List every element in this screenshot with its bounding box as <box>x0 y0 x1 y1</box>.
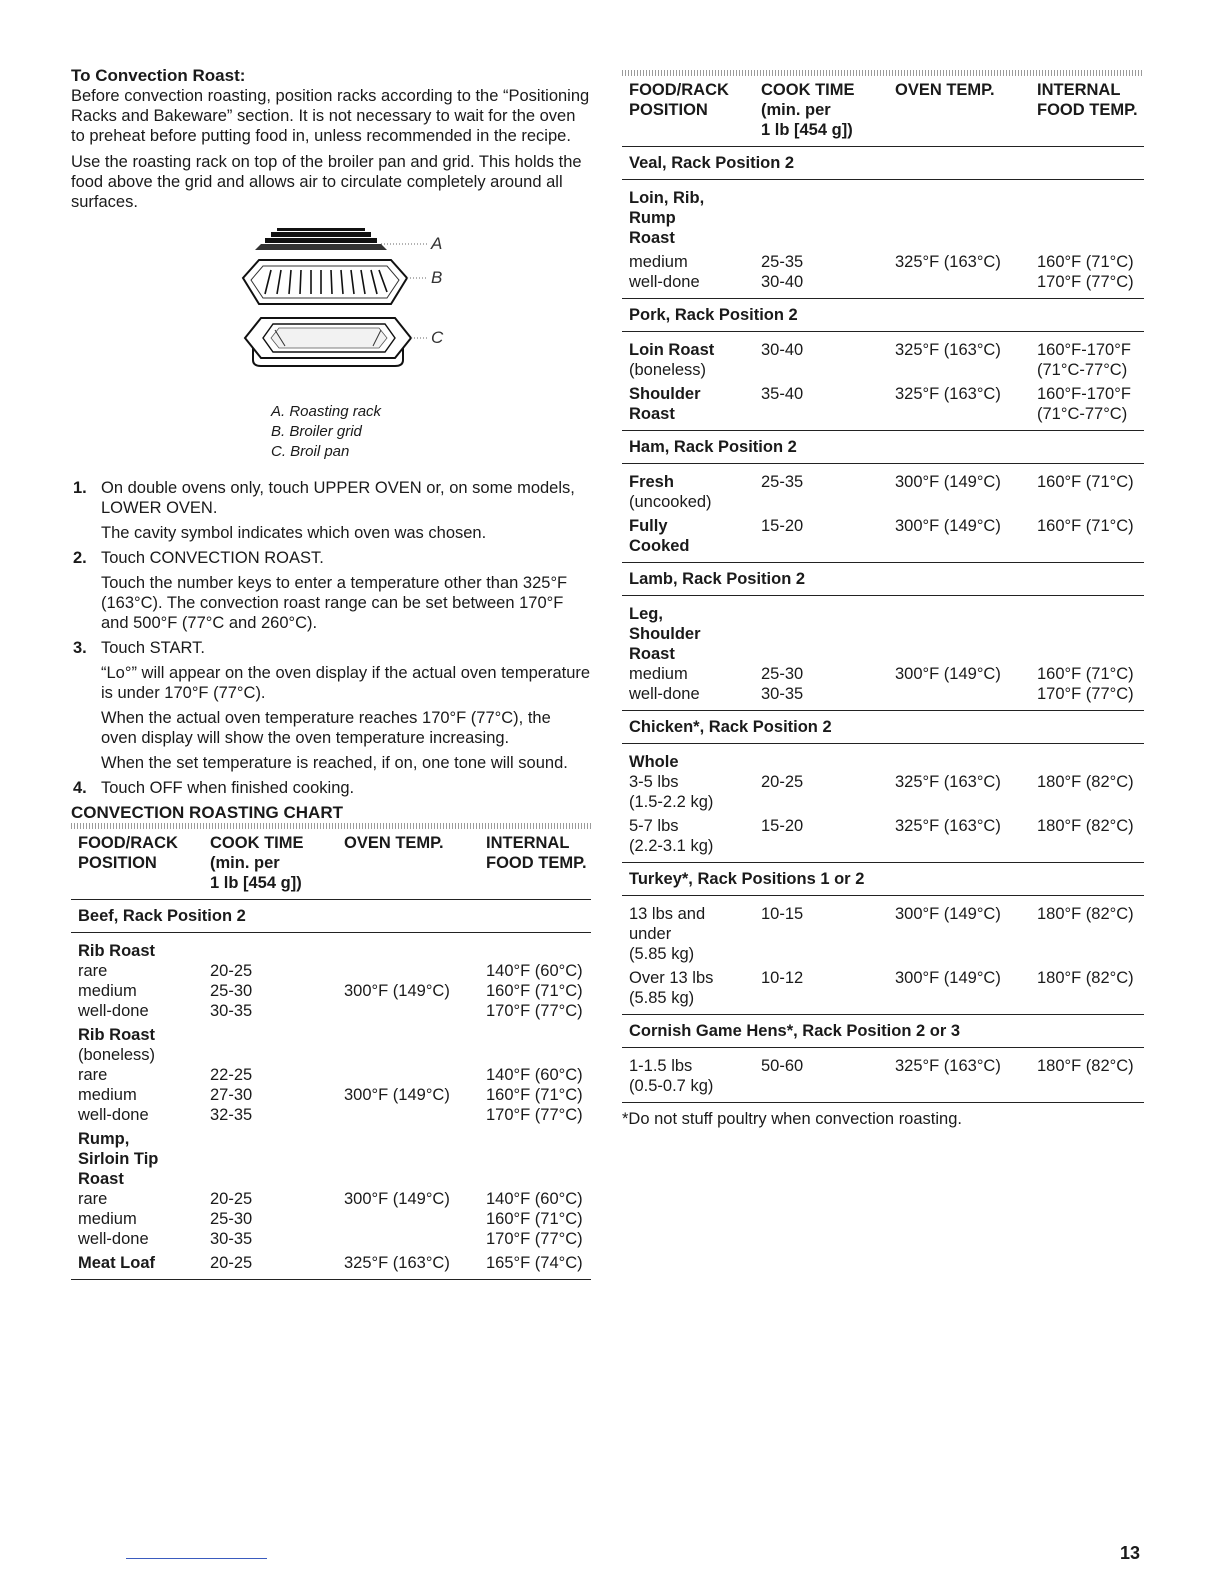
table-row <box>622 332 1144 361</box>
cell-oven <box>888 404 1030 431</box>
table-row <box>622 248 1144 272</box>
cell-time <box>754 644 888 664</box>
broil-pan-drawing <box>245 318 428 366</box>
cell-oven <box>337 1149 479 1169</box>
cell-food: (uncooked) <box>629 493 712 511</box>
cell-internal <box>479 1021 591 1045</box>
broiler-grid-drawing <box>243 260 428 304</box>
cell-food: Rib Roast <box>78 1026 156 1044</box>
cell-internal: 180°F (82°C) <box>1037 905 1134 923</box>
cell-time <box>754 180 888 209</box>
cell-oven: 325°F (163°C) <box>895 1057 1001 1075</box>
cell-internal <box>1030 624 1144 644</box>
cell-oven: 325°F (163°C) <box>895 385 1001 403</box>
section-title: Lamb, Rack Position 2 <box>622 563 1144 596</box>
cell-food: 3-5 lbs <box>629 773 679 791</box>
table-row <box>71 933 591 962</box>
cell-oven: 325°F (163°C) <box>895 253 1001 271</box>
cell-oven <box>888 228 1030 248</box>
callout-b: B <box>431 268 443 287</box>
cell-internal <box>1030 792 1144 812</box>
table-row <box>71 1085 591 1105</box>
cell-oven: 300°F (149°C) <box>895 905 1001 923</box>
cell-food: Whole <box>629 753 679 771</box>
cell-food: Roast <box>622 404 754 431</box>
cell-internal <box>1030 536 1144 563</box>
cell-oven: 325°F (163°C) <box>895 773 1001 791</box>
cell-time: 35-40 <box>761 385 804 403</box>
cell-oven <box>337 1229 479 1249</box>
table-row <box>622 536 1144 563</box>
cell-time <box>754 228 888 248</box>
cell-food: (5.85 kg) <box>622 988 754 1015</box>
header-oven-temp: OVEN TEMP. <box>337 829 479 900</box>
table-row <box>71 1229 591 1249</box>
footer-rule <box>126 1558 267 1559</box>
cell-internal: 170°F (77°C) <box>1030 272 1144 299</box>
cell-internal <box>1030 180 1144 209</box>
table-row <box>622 512 1144 536</box>
step-item <box>71 778 591 798</box>
table-row <box>622 684 1144 711</box>
cell-internal <box>1030 644 1144 664</box>
cell-food: rare <box>78 1066 108 1084</box>
step-note: When the actual oven temperature reaches 170°F (77°C), the oven display will show the oven temperature increasing. <box>101 709 551 747</box>
section-title: Ham, Rack Position 2 <box>622 431 1144 464</box>
cell-internal: 180°F (82°C) <box>1037 773 1134 791</box>
cell-food: well-done <box>622 272 754 299</box>
cell-food: Rib Roast <box>78 942 156 960</box>
chart-section-row <box>622 863 1144 896</box>
cell-time <box>754 836 888 863</box>
cell-time <box>754 744 888 773</box>
section-title: Veal, Rack Position 2 <box>622 147 1144 180</box>
cell-time: 25-35 <box>761 473 804 491</box>
step-item <box>71 478 591 543</box>
table-row <box>622 228 1144 248</box>
table-row <box>622 988 1144 1015</box>
table-row <box>622 924 1144 944</box>
cell-food: (2.2-3.1 kg) <box>622 836 754 863</box>
cell-internal: (71°C-77°C) <box>1037 361 1128 379</box>
cell-time: 22-25 <box>210 1066 253 1084</box>
step-number: 3. <box>73 639 87 657</box>
chart-footnote: *Do not stuff poultry when convection roasting. <box>622 1110 962 1128</box>
table-row <box>622 896 1144 925</box>
cell-oven <box>337 1209 479 1229</box>
table-row <box>71 1045 591 1065</box>
cell-oven: 300°F (149°C) <box>895 665 1001 683</box>
page-number: 13 <box>1120 1543 1141 1563</box>
cell-oven <box>888 924 1030 944</box>
table-row <box>71 1021 591 1045</box>
cell-oven: 325°F (163°C) <box>337 1249 479 1280</box>
cell-oven <box>888 792 1030 812</box>
cell-time: 30-35 <box>210 1002 253 1020</box>
cell-food: 5-7 lbs <box>629 817 679 835</box>
section-title: Chicken*, Rack Position 2 <box>622 711 1144 744</box>
cell-oven <box>337 933 479 962</box>
table-row <box>622 836 1144 863</box>
table-row <box>71 981 591 1001</box>
section-heading: To Convection Roast: <box>71 66 246 85</box>
table-row <box>71 1001 591 1021</box>
table-row <box>622 360 1144 380</box>
cell-food: Loin, Rib, <box>629 189 705 207</box>
intro-paragraph: Use the roasting rack on top of the broiler pan and grid. This holds the food above the grid and allows air to circulate completely around all surfaces. <box>71 153 582 211</box>
cell-time <box>754 596 888 625</box>
table-row <box>622 272 1144 299</box>
chart-section-row <box>622 711 1144 744</box>
cell-oven: 300°F (149°C) <box>895 969 1001 987</box>
table-row <box>71 1249 591 1280</box>
cell-internal <box>1030 988 1144 1015</box>
header-food: FOOD/RACK POSITION <box>622 76 754 147</box>
cell-food: rare <box>78 1190 108 1208</box>
header-cook-time: COOK TIME (min. per 1 lb [454 g]) <box>754 76 888 147</box>
cell-time: 32-35 <box>210 1106 253 1124</box>
cell-oven <box>888 944 1030 964</box>
right-column <box>622 70 1144 1129</box>
cell-food: (boneless) <box>629 361 707 379</box>
cell-time <box>203 1125 337 1149</box>
cell-food: medium <box>629 665 688 683</box>
cell-food: Roast <box>78 1170 124 1188</box>
intro-paragraph: Before convection roasting, position racks according to the “Positioning Racks and Bakeware” section. It is not necessary to wait for the oven to preheat before putting food in, unless recommended in the recipe. <box>71 87 590 145</box>
table-row <box>622 404 1144 431</box>
roasting-chart-right <box>622 76 1144 1103</box>
header-internal-temp: INTERNAL FOOD TEMP. <box>1030 76 1144 147</box>
cell-food: medium <box>629 253 688 271</box>
table-row <box>71 1209 591 1229</box>
table-row <box>622 208 1144 228</box>
section-title: Beef, Rack Position 2 <box>71 900 591 933</box>
cell-internal <box>1030 836 1144 863</box>
table-row <box>71 1065 591 1085</box>
cell-internal: 160°F-170°F <box>1037 385 1131 403</box>
cell-time <box>203 1149 337 1169</box>
chart-section-row <box>622 563 1144 596</box>
cell-food: Rump, <box>78 1130 130 1148</box>
cell-internal <box>1030 596 1144 625</box>
cell-food: Over 13 lbs <box>629 969 714 987</box>
table-row <box>622 644 1144 664</box>
step-number: 1. <box>73 479 87 497</box>
table-row <box>622 792 1144 812</box>
step-note: The cavity symbol indicates which oven was chosen. <box>101 524 487 542</box>
cell-time: 20-25 <box>761 773 804 791</box>
cell-time: 15-20 <box>761 517 804 535</box>
table-row <box>622 964 1144 988</box>
chart-section-row <box>71 900 591 933</box>
cell-internal: 140°F (60°C) <box>486 962 583 980</box>
cell-food: Loin Roast <box>629 341 715 359</box>
cell-internal <box>1030 944 1144 964</box>
cell-internal <box>479 1169 591 1189</box>
broiler-pan-illustration <box>231 220 531 400</box>
cell-internal <box>479 1149 591 1169</box>
cell-food: (1.5-2.2 kg) <box>629 793 714 811</box>
step-note: When the set temperature is reached, if on, one tone will sound. <box>101 754 568 772</box>
caption-c: C. Broil pan <box>271 443 350 460</box>
step-text: Touch CONVECTION ROAST. <box>101 549 324 567</box>
table-row <box>71 1125 591 1149</box>
cell-internal <box>1030 228 1144 248</box>
step-text: On double ovens only, touch UPPER OVEN or, on some models, LOWER OVEN. <box>101 479 575 517</box>
cell-oven <box>888 272 1030 299</box>
header-cook-time: COOK TIME (min. per 1 lb [454 g]) <box>203 829 337 900</box>
cell-time <box>203 933 337 962</box>
cell-internal: 160°F-170°F <box>1037 341 1131 359</box>
cell-oven <box>337 1125 479 1149</box>
cell-internal: 160°F (71°C) <box>1037 665 1134 683</box>
cell-food: (0.5-0.7 kg) <box>622 1076 754 1103</box>
cell-oven <box>337 1045 479 1065</box>
step-text: Touch START. <box>101 639 205 657</box>
cell-oven: 300°F (149°C) <box>344 1190 450 1208</box>
roasting-figure <box>71 220 591 400</box>
cell-food: Fresh <box>629 473 674 491</box>
chart-section-row <box>622 1015 1144 1048</box>
step-item <box>71 548 591 633</box>
cell-time: 25-30 <box>761 665 804 683</box>
section-title: Cornish Game Hens*, Rack Position 2 or 3 <box>622 1015 1144 1048</box>
cell-food: (5.85 kg) <box>629 945 695 963</box>
cell-time <box>754 492 888 512</box>
cell-oven <box>337 1001 479 1021</box>
cell-oven: 300°F (149°C) <box>344 982 450 1000</box>
cell-oven: 325°F (163°C) <box>895 817 1001 835</box>
table-row <box>622 1048 1144 1077</box>
cell-oven: 300°F (149°C) <box>344 1086 450 1104</box>
cell-oven: 300°F (149°C) <box>895 473 1001 491</box>
instruction-steps <box>71 478 591 798</box>
cell-time: 10-15 <box>761 905 804 923</box>
cell-internal: 160°F (71°C) <box>1037 253 1134 271</box>
cell-oven: 300°F (149°C) <box>895 517 1001 535</box>
cell-oven <box>337 961 479 981</box>
cell-food: Rump <box>629 209 676 227</box>
section-title: Pork, Rack Position 2 <box>622 299 1144 332</box>
cell-time: 20-25 <box>210 1190 253 1208</box>
step-text: Touch OFF when finished cooking. <box>101 779 355 797</box>
cell-oven <box>888 744 1030 773</box>
cell-internal <box>1030 208 1144 228</box>
left-column <box>71 66 591 1280</box>
cell-oven <box>888 360 1030 380</box>
cell-internal <box>1030 492 1144 512</box>
cell-food: 13 lbs and <box>629 905 706 923</box>
chart-section-row <box>622 147 1144 180</box>
section-title: Turkey*, Rack Positions 1 or 2 <box>622 863 1144 896</box>
cell-internal: 160°F (71°C) <box>486 982 583 1000</box>
step-note: “Lo°” will appear on the oven display if the actual oven temperature is under 170°F (77°C). <box>101 664 591 702</box>
table-row <box>622 624 1144 644</box>
cell-oven <box>337 1105 479 1125</box>
table-row <box>622 180 1144 209</box>
cell-oven <box>888 624 1030 644</box>
cell-internal <box>479 1125 591 1149</box>
cell-time: 50-60 <box>761 1057 804 1075</box>
cell-oven: 325°F (163°C) <box>895 341 1001 359</box>
cell-time: 20-25 <box>210 962 253 980</box>
figure-captions <box>71 402 591 462</box>
cell-food: Roast <box>629 645 675 663</box>
cell-internal: 170°F (77°C) <box>486 1230 583 1248</box>
table-row <box>622 772 1144 792</box>
table-row <box>622 492 1144 512</box>
cell-oven <box>888 180 1030 209</box>
cell-time: 30-40 <box>761 341 804 359</box>
cell-time <box>754 792 888 812</box>
cell-time: 25-35 <box>761 253 804 271</box>
cell-food: (boneless) <box>78 1046 156 1064</box>
cell-internal: 165°F (74°C) <box>479 1249 591 1280</box>
cell-internal: (71°C-77°C) <box>1030 404 1144 431</box>
cell-time <box>203 1169 337 1189</box>
cell-food: Meat Loaf <box>71 1249 203 1280</box>
cell-time: 30-40 <box>754 272 888 299</box>
header-internal-temp: INTERNAL FOOD TEMP. <box>479 829 591 900</box>
cell-internal <box>1030 924 1144 944</box>
roasting-chart-left <box>71 829 591 1280</box>
cell-time <box>754 1076 888 1103</box>
cell-oven <box>888 1076 1030 1103</box>
table-row <box>622 664 1144 684</box>
cell-internal: 160°F (71°C) <box>1037 473 1134 491</box>
cell-time: 20-25 <box>203 1249 337 1280</box>
step-number: 4. <box>73 779 87 797</box>
cell-internal <box>1030 744 1144 773</box>
cell-internal: 140°F (60°C) <box>486 1066 583 1084</box>
cell-time <box>754 988 888 1015</box>
cell-oven <box>888 988 1030 1015</box>
cell-food: rare <box>78 962 108 980</box>
cell-internal: 180°F (82°C) <box>1037 817 1134 835</box>
cell-food: Cooked <box>622 536 754 563</box>
cell-food: Leg, <box>629 605 663 623</box>
table-row <box>622 464 1144 493</box>
table-row <box>622 944 1144 964</box>
cell-internal: 170°F (77°C) <box>486 1002 583 1020</box>
header-food: FOOD/RACK POSITION <box>71 829 203 900</box>
cell-oven <box>888 836 1030 863</box>
cell-time: 30-35 <box>210 1230 253 1248</box>
table-row <box>622 380 1144 404</box>
cell-internal: 180°F (82°C) <box>1037 969 1134 987</box>
table-row <box>622 596 1144 625</box>
roasting-rack-drawing <box>255 228 428 250</box>
cell-food: 1-1.5 lbs <box>629 1057 693 1075</box>
cell-internal: 160°F (71°C) <box>486 1210 583 1228</box>
cell-food: medium <box>78 982 137 1000</box>
cell-oven <box>888 492 1030 512</box>
cell-food: medium <box>78 1086 137 1104</box>
cell-internal: 160°F (71°C) <box>486 1086 583 1104</box>
step-item <box>71 638 591 773</box>
cell-oven <box>888 644 1030 664</box>
cell-oven <box>888 536 1030 563</box>
chart-header-row <box>71 829 591 900</box>
chart-header-row <box>622 76 1144 147</box>
caption-a: A. Roasting rack <box>271 403 382 420</box>
cell-food: well-done <box>78 1230 149 1248</box>
cell-internal <box>1030 1076 1144 1103</box>
cell-food: Fully <box>629 517 668 535</box>
table-row <box>71 1169 591 1189</box>
cell-time <box>754 208 888 228</box>
step-note: Touch the number keys to enter a temperature other than 325°F (163°C). The convection roast range can be set between 170°F and 500°F (77°C and 260°C). <box>101 574 568 632</box>
table-row <box>71 1105 591 1125</box>
header-oven-temp: OVEN TEMP. <box>888 76 1030 147</box>
cell-oven <box>888 596 1030 625</box>
cell-time <box>754 944 888 964</box>
cell-time: 25-30 <box>210 1210 253 1228</box>
cell-food: well-done <box>78 1002 149 1020</box>
cell-food: Shoulder <box>629 625 701 643</box>
cell-food: under <box>629 925 672 943</box>
cell-internal <box>479 933 591 962</box>
cell-time: 25-30 <box>210 982 253 1000</box>
cell-oven <box>337 1169 479 1189</box>
cell-time <box>754 924 888 944</box>
callout-c: C <box>431 328 444 347</box>
cell-time: 30-35 <box>754 684 888 711</box>
cell-internal: 170°F (77°C) <box>1030 684 1144 711</box>
chart-section-row <box>622 299 1144 332</box>
cell-time <box>203 1045 337 1065</box>
step-number: 2. <box>73 549 87 567</box>
table-row <box>71 1189 591 1209</box>
cell-food: Sirloin Tip <box>78 1150 159 1168</box>
cell-time <box>754 624 888 644</box>
callout-a: A <box>431 234 443 253</box>
cell-time <box>754 536 888 563</box>
cell-food: medium <box>78 1210 137 1228</box>
cell-time: 10-12 <box>761 969 804 987</box>
cell-oven <box>337 1021 479 1045</box>
cell-time: 27-30 <box>210 1086 253 1104</box>
cell-internal: 180°F (82°C) <box>1037 1057 1134 1075</box>
cell-internal: 140°F (60°C) <box>486 1190 583 1208</box>
cell-oven <box>888 684 1030 711</box>
table-row <box>622 1076 1144 1103</box>
table-row <box>71 961 591 981</box>
cell-food: Roast <box>629 229 675 247</box>
chart-section-row <box>622 431 1144 464</box>
table-row <box>622 812 1144 836</box>
cell-time <box>754 404 888 431</box>
cell-food: Shoulder <box>629 385 701 403</box>
table-row <box>71 1149 591 1169</box>
cell-internal: 170°F (77°C) <box>486 1106 583 1124</box>
chart-title: CONVECTION ROASTING CHART <box>71 803 343 822</box>
table-row <box>622 744 1144 773</box>
cell-food: well-done <box>78 1106 149 1124</box>
cell-oven <box>337 1065 479 1085</box>
cell-internal: 160°F (71°C) <box>1037 517 1134 535</box>
cell-food: well-done <box>622 684 754 711</box>
cell-internal <box>479 1045 591 1065</box>
cell-time <box>203 1021 337 1045</box>
cell-time <box>754 360 888 380</box>
cell-time: 15-20 <box>761 817 804 835</box>
cell-oven <box>888 208 1030 228</box>
caption-b: B. Broiler grid <box>271 423 362 440</box>
